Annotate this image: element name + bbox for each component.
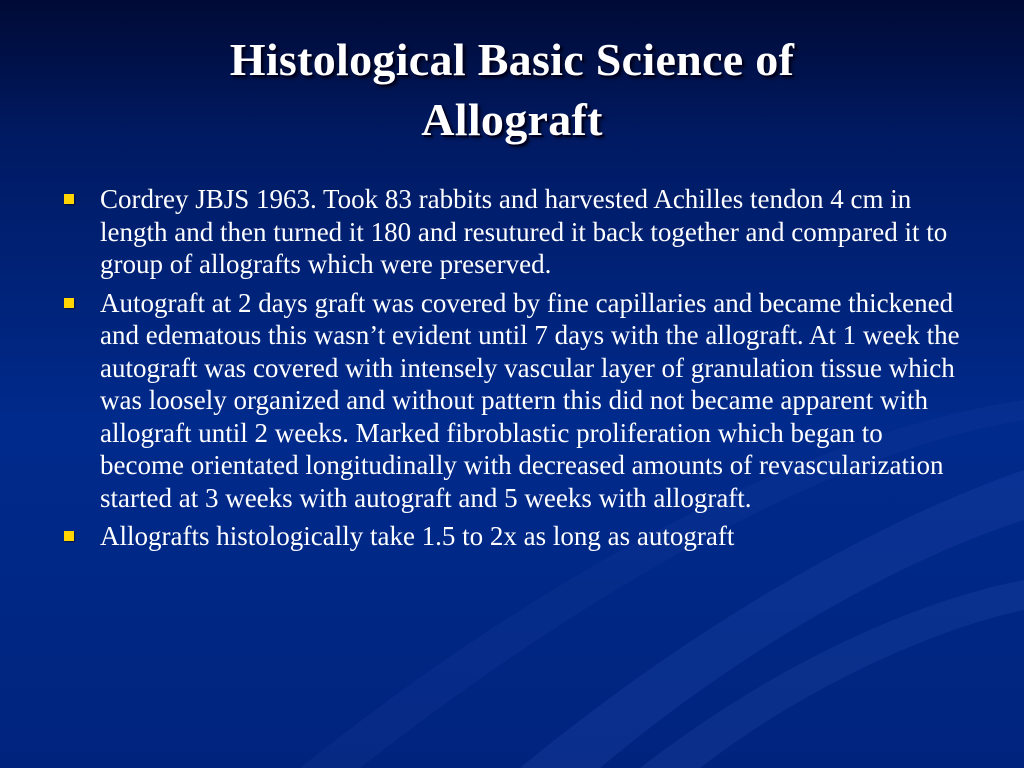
bullet-item-allografts — [62, 520, 972, 553]
bullet-item-cordrey — [62, 183, 972, 281]
square-bullet-icon — [64, 194, 74, 204]
bullet-list — [62, 183, 972, 559]
bullet-item-autograft — [62, 287, 972, 515]
bullet-text-allografts: Allografts histologically take 1.5 to 2x as long as autograft — [100, 521, 735, 551]
square-bullet-icon — [64, 531, 74, 541]
bullet-text-autograft: Autograft at 2 days graft was covered by fine capillaries and became thickened and edematous this wasn’t evident until 7 days with the allograft. At 1 week the autograft was covered with intensely vascular layer of granulation tissue which was loosely organized and without pattern this did not became apparent with allograft until 2 weeks. Marked fibroblastic proliferation which began to become orientated longitudinally with decreased amounts of revascularization started at 3 weeks with autograft and 5 weeks with allograft. — [100, 287, 960, 513]
slide-title — [60, 30, 964, 150]
slide-title-line-1: Histological Basic Science of — [229, 34, 795, 85]
bullet-text-cordrey: Cordrey JBJS 1963. Took 83 rabbits and harvested Achilles tendon 4 cm in length and then turned it 180 and resutured it back together and compared it to group of allografts which were preserved. — [100, 184, 948, 279]
square-bullet-icon — [64, 298, 74, 308]
slide-title-line-2: Allograft — [421, 94, 603, 145]
